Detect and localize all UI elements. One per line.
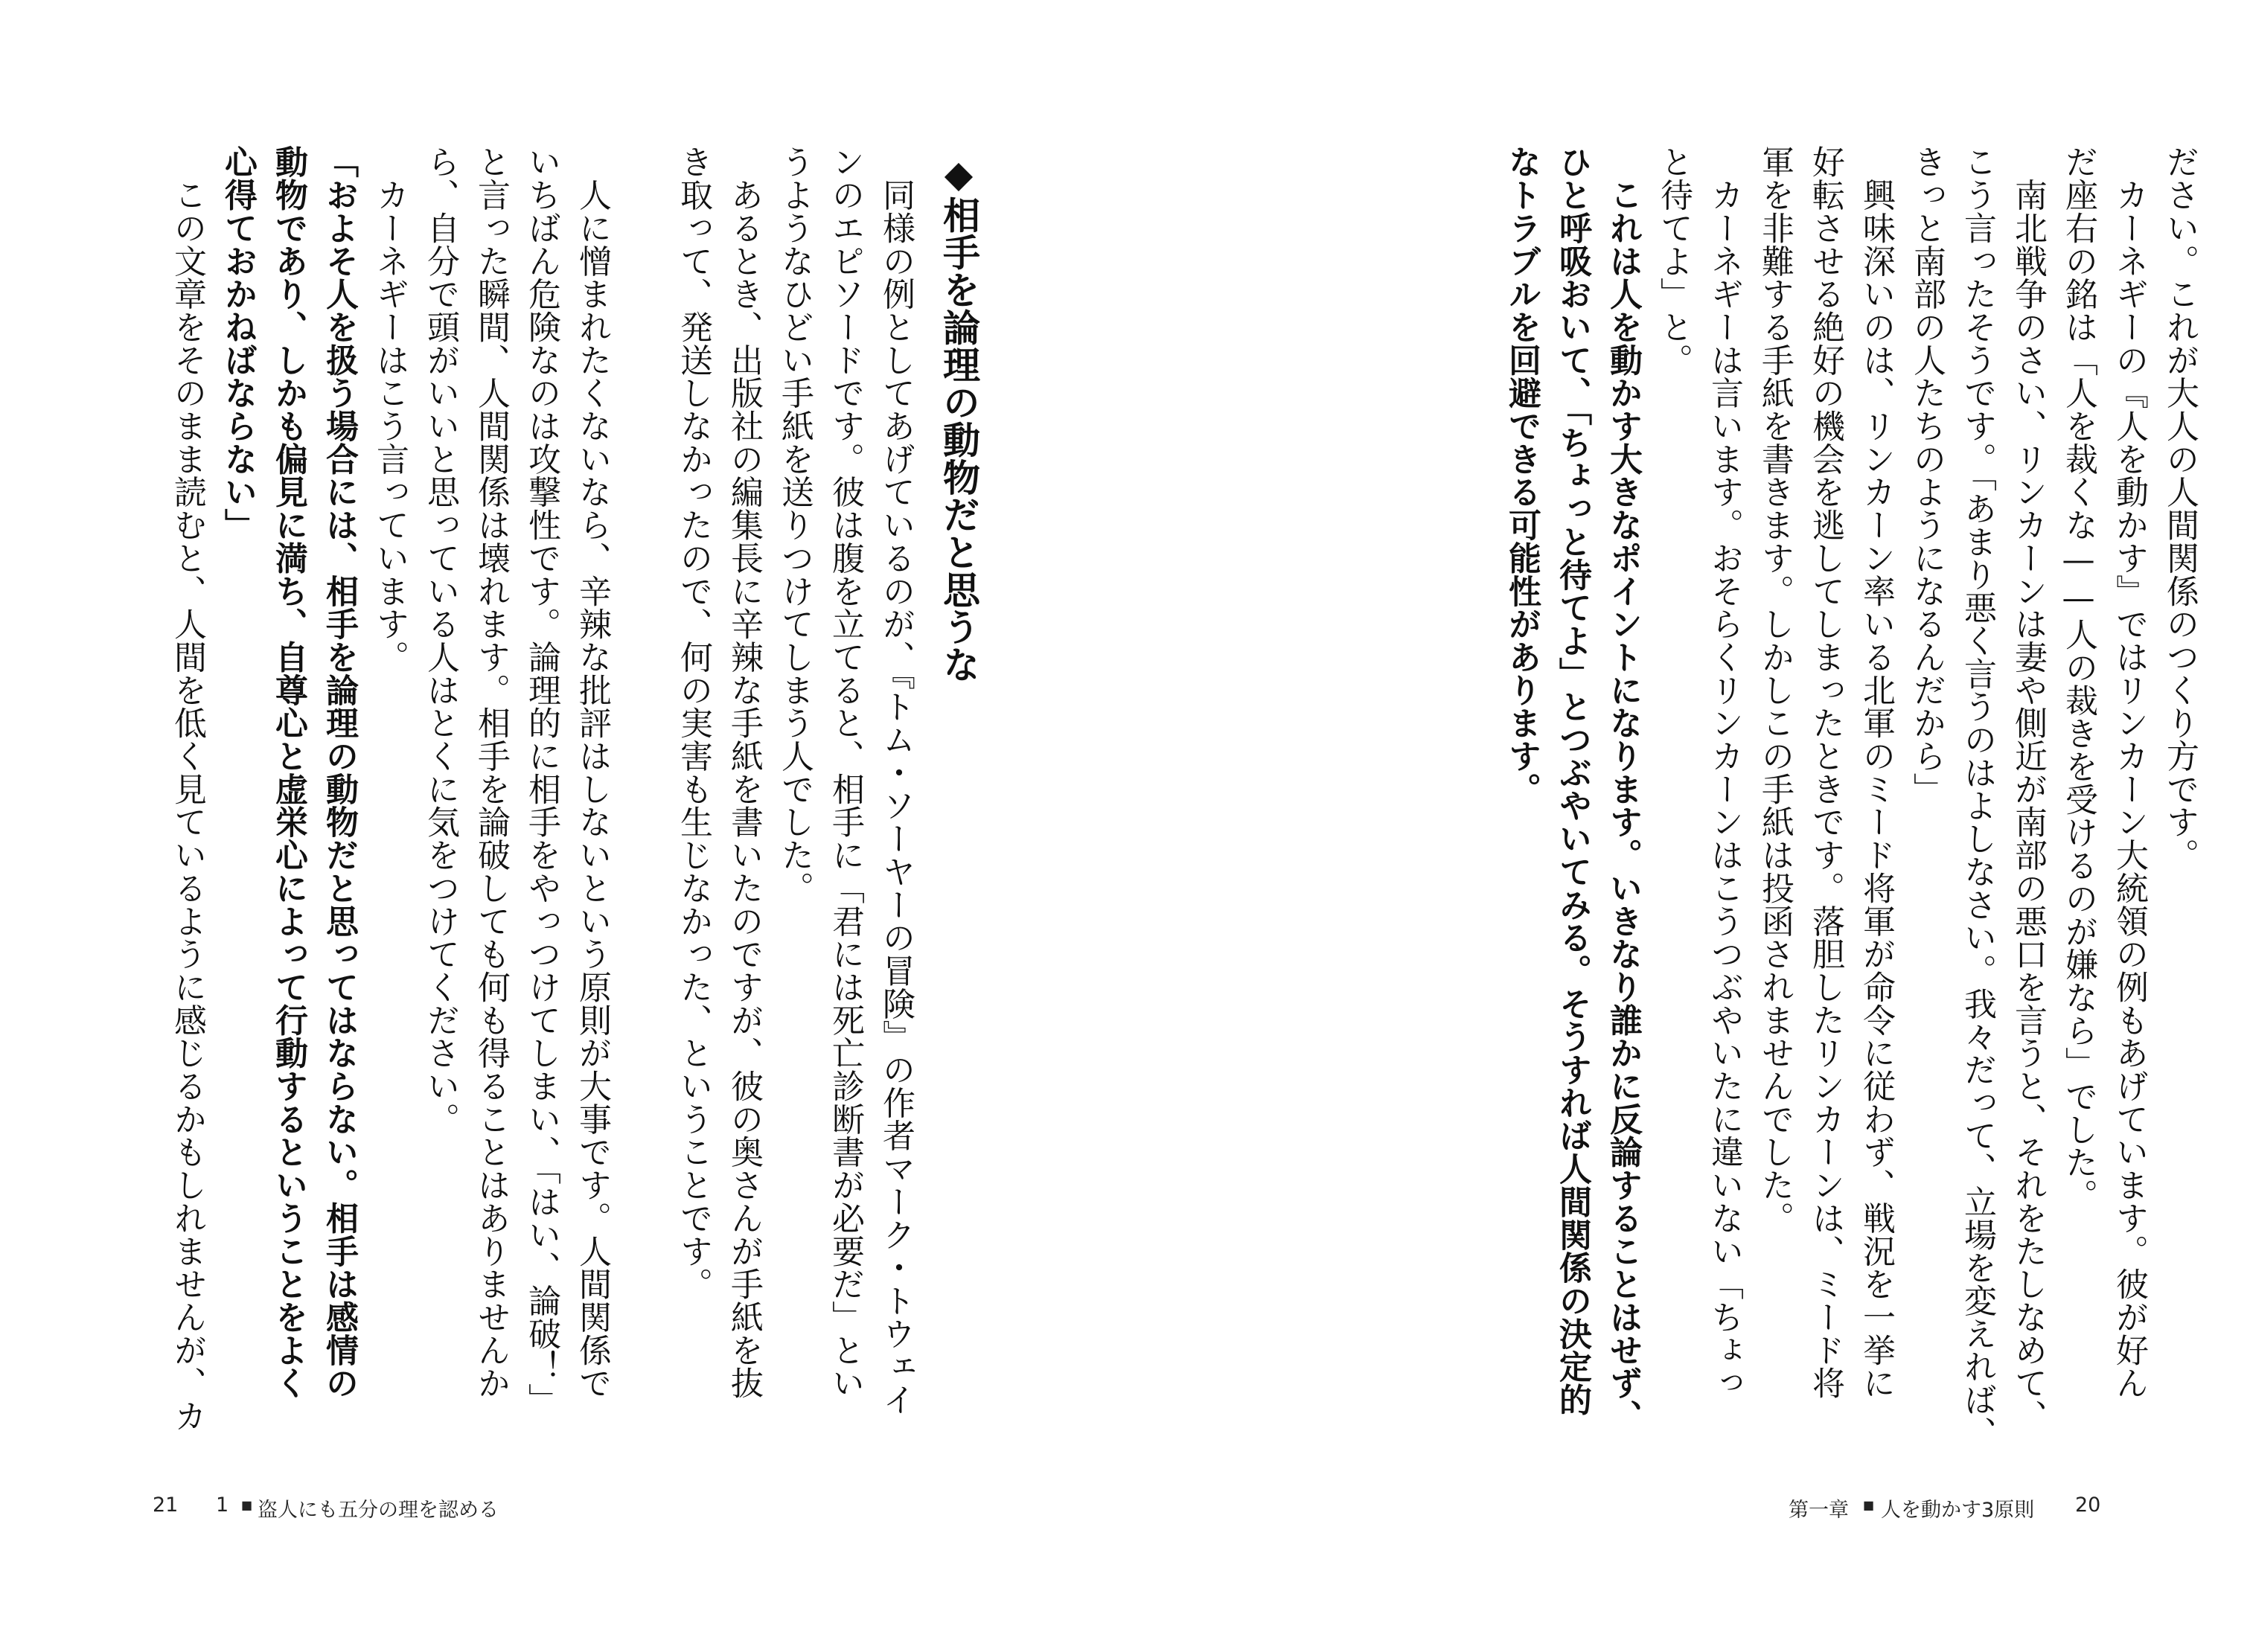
quote-text-line: 「およそ人を扱う場合には、相手を論理の動物だと思ってはならない。相手は感情の — [320, 145, 358, 1400]
body-text-line: と言った瞬間、人間関係は壊れます。相手を論破しても何も得ることはありませんか — [472, 145, 510, 1400]
page-number: 20 — [2075, 1493, 2101, 1517]
body-text-line: カーネギーはこう言っています。 — [371, 145, 409, 673]
body-text-line: 好転させる絶好の機会を逃してしまったときです。落胆したリンカーンは、ミード将 — [1806, 145, 1844, 1400]
running-header-section-number: 1 — [216, 1493, 229, 1517]
section-heading: ◆相手を論理の動物だと思うな — [937, 153, 980, 683]
square-bullet-icon: ■ — [241, 1498, 253, 1512]
running-header-chapter: 第一章 — [1789, 1499, 1849, 1522]
body-text-line: 南北戦争のさい、リンカーンは妻や側近が南部の悪口を言うと、それをたしなめて、 — [2009, 145, 2047, 1432]
square-bullet-icon: ■ — [1863, 1498, 1875, 1512]
body-text-line: ンのエピソードです。彼は腹を立てると、相手に「君には死亡診断書が必要だ」とい — [826, 145, 864, 1400]
right-page — [1161, 0, 2250, 1652]
body-text-line: ら、自分で頭がいいと思っている人はとくに気をつけてください。 — [421, 145, 459, 1136]
quote-text-line: 心得ておかねばならない」 — [219, 145, 257, 542]
emphasis-text-line: これは人を動かす大きなポイントになります。いきなり誰かに反論することはせず、 — [1604, 145, 1642, 1432]
quote-text-line: 動物であり、しかも偏見に満ち、自尊心と虚栄心によって行動するということをよく — [269, 145, 307, 1400]
body-text-line: だ座右の銘は「人を裁くな——人の裁きを受けるのが嫌なら」でした。 — [2059, 145, 2097, 1212]
body-text-line: 人に憎まれたくないなら、辛辣な批評はしないという原則が大事です。人間関係で — [573, 145, 611, 1400]
running-header-title: 人を動かす3原則 — [1881, 1499, 2035, 1522]
body-text-line: 興味深いのは、リンカーン率いる北軍のミード将軍が命令に従わず、戦況を一挙に — [1857, 145, 1895, 1400]
body-text-line: と待てよ」と。 — [1655, 145, 1693, 377]
body-text-line: いちばん危険なのは攻撃性です。論理的に相手をやっつけてしまい、「はい、論破！」 — [522, 145, 560, 1416]
emphasis-text-line: なトラブルを回避できる可能性があります。 — [1503, 145, 1541, 805]
body-text-line: き取って、発送しなかったので、何の実害も生じなかった、ということです。 — [674, 145, 712, 1301]
running-header-title: 盗人にも五分の理を認める — [258, 1499, 499, 1522]
body-text-line: あるとき、出版社の編集長に辛辣な手紙を書いたのですが、彼の奥さんが手紙を抜 — [725, 145, 763, 1400]
body-text-line: 軍を非難する手紙を書きます。しかしこの手紙は投函されませんでした。 — [1756, 145, 1794, 1235]
body-text-line: カーネギーは言います。おそらくリンカーンはこうつぶやいたに違いない「ちょっ — [1705, 145, 1743, 1400]
body-text-line: こう言ったそうです。「あまり悪く言うのはよしなさい。我々だって、立場を変えれば、 — [1958, 145, 1996, 1449]
body-text-line: カーネギーの『人を動かす』ではリンカーン大統領の例もあげています。彼が好ん — [2110, 145, 2148, 1400]
emphasis-text-line: ひと呼吸おいて、「ちょっと待てよ」とつぶやいてみる。そうすれば人間関係の決定的 — [1553, 145, 1591, 1416]
body-text-line: この文章をそのまま読むと、人間を低く見ているように感じるかもしれませんが、カ — [168, 145, 206, 1432]
body-text-line: きっと南部の人たちのようになるんだから」 — [1908, 145, 1946, 805]
page-number: 21 — [153, 1493, 179, 1517]
body-text-line: 同様の例としてあげているのが、『トム・ソーヤーの冒険』の作者マーク・トウェイ — [877, 145, 915, 1416]
body-text-line: ださい。これが大人の人間関係のつくり方です。 — [2161, 145, 2199, 871]
body-text-line: うようなひどい手紙を送りつけてしまう人でした。 — [776, 145, 814, 905]
